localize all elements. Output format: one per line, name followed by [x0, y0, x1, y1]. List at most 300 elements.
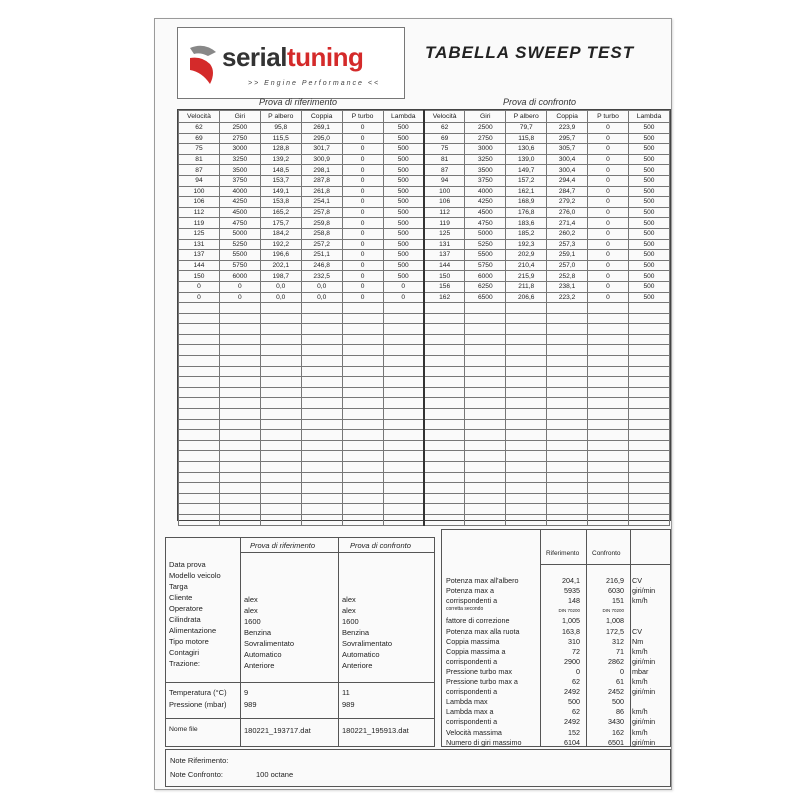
table-cell	[179, 387, 220, 398]
table-row	[179, 440, 670, 451]
table-cell: 252,8	[547, 271, 588, 282]
result-label: Potenza max a	[446, 586, 494, 596]
table-cell: 4500	[465, 207, 506, 218]
ref-nome-file: 180221_193717.dat	[244, 726, 311, 735]
table-cell: 62	[424, 123, 465, 134]
table-cell: 0	[342, 133, 383, 144]
results-col-cmp-header: Confronto	[592, 550, 621, 557]
table-cell	[588, 324, 629, 335]
table-cell	[465, 303, 506, 314]
table-cell	[260, 419, 301, 430]
table-cell: 6500	[465, 292, 506, 303]
table-cell: 139,2	[260, 154, 301, 165]
table-row	[179, 123, 670, 134]
table-cell: 261,8	[301, 186, 342, 197]
table-cell: 0	[588, 260, 629, 271]
table-cell: 94	[179, 175, 220, 186]
table-cell: 0	[383, 292, 424, 303]
table-cell	[588, 387, 629, 398]
table-cell	[628, 345, 669, 356]
table-cell	[301, 313, 342, 324]
table-cell	[506, 493, 547, 504]
table-cell	[219, 387, 260, 398]
table-cell	[547, 440, 588, 451]
result-label: corrispondenti a	[446, 596, 498, 606]
table-cell	[260, 472, 301, 483]
table-cell: 0	[588, 123, 629, 134]
table-row	[179, 398, 670, 409]
table-cell: 69	[179, 133, 220, 144]
table-cell: 149,7	[506, 165, 547, 176]
table-row	[179, 514, 670, 525]
table-cell: 0	[342, 197, 383, 208]
table-cell	[628, 504, 669, 515]
table-cell: 500	[383, 144, 424, 155]
result-unit: km/h	[632, 677, 648, 686]
table-cell: 106	[179, 197, 220, 208]
table-cell: 4250	[219, 197, 260, 208]
table-cell	[219, 334, 260, 345]
table-cell: 115,8	[506, 133, 547, 144]
table-cell	[219, 398, 260, 409]
table-cell	[465, 334, 506, 345]
table-cell: 287,8	[301, 175, 342, 186]
table-cell: 196,6	[260, 250, 301, 261]
label-temperatura: Temperatura (°C)	[169, 688, 227, 697]
result-ref-value: 62	[572, 677, 580, 686]
table-cell: 150	[424, 271, 465, 282]
result-cmp-value: DIN 70200	[602, 608, 624, 614]
table-cell	[588, 303, 629, 314]
table-cell	[342, 419, 383, 430]
ref-pressione: 989	[244, 700, 257, 709]
cmp-temperatura: 11	[342, 688, 350, 697]
result-unit: km/h	[632, 646, 648, 656]
table-cell: 183,6	[506, 218, 547, 229]
table-cell	[301, 324, 342, 335]
table-cell	[219, 345, 260, 356]
result-label: Pressione turbo max	[446, 666, 512, 676]
table-row	[179, 260, 670, 271]
table-row	[179, 292, 670, 303]
table-cell: 305,7	[547, 144, 588, 155]
table-cell: 0,0	[301, 281, 342, 292]
result-cmp-value: 3430	[608, 717, 624, 727]
table-cell: 4000	[465, 186, 506, 197]
table-cell	[588, 356, 629, 367]
table-cell: 0	[342, 175, 383, 186]
table-cell	[424, 324, 465, 335]
result-unit: giri/min	[632, 656, 656, 666]
result-label: Lambda max	[446, 697, 488, 707]
table-cell	[260, 324, 301, 335]
table-cell	[301, 504, 342, 515]
table-cell	[506, 324, 547, 335]
table-cell	[383, 398, 424, 409]
table-cell	[260, 398, 301, 409]
table-cell	[465, 356, 506, 367]
cmp-alimentazione: Benzina	[342, 628, 370, 637]
result-unit: giri/min	[632, 687, 656, 697]
table-cell	[219, 303, 260, 314]
result-cmp-value: 1,008	[606, 616, 624, 626]
table-cell: 112	[424, 207, 465, 218]
table-cell	[219, 324, 260, 335]
table-cell	[465, 451, 506, 462]
table-cell	[424, 419, 465, 430]
result-unit: giri/min	[632, 717, 656, 727]
table-cell	[465, 430, 506, 441]
table-cell: 295,0	[301, 133, 342, 144]
table-cell	[179, 493, 220, 504]
table-row	[179, 366, 670, 377]
result-cmp-value: 151	[612, 596, 624, 606]
result-ref-value: DIN 70200	[558, 608, 580, 614]
table-cell: 148,5	[260, 165, 301, 176]
table-cell: 500	[628, 218, 669, 229]
table-cell: 130,6	[506, 144, 547, 155]
table-cell: 5250	[219, 239, 260, 250]
table-cell	[588, 451, 629, 462]
table-cell	[219, 483, 260, 494]
table-cell	[465, 504, 506, 515]
table-cell	[628, 324, 669, 335]
cmp-cilindrata: 1600	[342, 617, 359, 626]
table-cell	[506, 504, 547, 515]
table-cell: 500	[628, 292, 669, 303]
result-ref-value: 72	[572, 646, 580, 656]
table-cell	[383, 313, 424, 324]
table-cell: 81	[179, 154, 220, 165]
table-cell: 150	[179, 271, 220, 282]
result-ref-value: 204,1	[562, 576, 580, 585]
table-cell: 81	[424, 154, 465, 165]
label-alimentazione: Alimentazione	[169, 626, 217, 635]
result-label: corrispondenti a	[446, 687, 498, 697]
table-cell	[588, 514, 629, 525]
table-cell	[179, 345, 220, 356]
table-cell: 3250	[465, 154, 506, 165]
table-cell	[179, 430, 220, 441]
table-cell	[588, 313, 629, 324]
table-cell: 6000	[465, 271, 506, 282]
table-cell: 0	[342, 228, 383, 239]
table-cell	[424, 440, 465, 451]
table-cell	[547, 356, 588, 367]
table-cell	[301, 366, 342, 377]
logo-text-accent: tuning	[286, 42, 364, 72]
table-cell	[628, 472, 669, 483]
table-cell	[383, 472, 424, 483]
table-row	[179, 186, 670, 197]
result-cmp-value: 216,9	[606, 576, 624, 585]
table-cell	[179, 334, 220, 345]
table-cell: 298,1	[301, 165, 342, 176]
table-cell: 5000	[219, 228, 260, 239]
table-cell	[547, 430, 588, 441]
table-cell	[179, 462, 220, 473]
table-cell: 0	[588, 292, 629, 303]
table-cell	[547, 483, 588, 494]
table-cell	[628, 409, 669, 420]
table-cell	[465, 409, 506, 420]
result-label: Potenza max alla ruota	[446, 626, 520, 636]
table-cell	[301, 419, 342, 430]
table-cell	[628, 398, 669, 409]
table-cell	[301, 387, 342, 398]
table-cell	[219, 451, 260, 462]
table-cell: 0	[588, 133, 629, 144]
table-cell	[179, 313, 220, 324]
result-unit: Nm	[632, 636, 644, 646]
table-cell	[547, 493, 588, 504]
table-row	[179, 483, 670, 494]
table-cell: 238,1	[547, 281, 588, 292]
table-cell: 3750	[465, 175, 506, 186]
table-cell: 106	[424, 197, 465, 208]
table-cell	[342, 504, 383, 515]
table-cell	[260, 409, 301, 420]
table-cell: 500	[628, 123, 669, 134]
table-cell	[588, 493, 629, 504]
table-cell: 3250	[219, 154, 260, 165]
cmp-trazione: Anteriore	[342, 661, 373, 670]
table-cell: 0	[342, 186, 383, 197]
table-cell: 165,2	[260, 207, 301, 218]
table-cell: 500	[628, 260, 669, 271]
table-cell: 269,1	[301, 123, 342, 134]
table-cell	[424, 462, 465, 473]
table-cell: 115,5	[260, 133, 301, 144]
result-label: Lambda max a	[446, 707, 494, 717]
table-cell	[506, 440, 547, 451]
ref-cliente: alex	[244, 595, 258, 604]
table-cell: 246,8	[301, 260, 342, 271]
table-cell	[547, 334, 588, 345]
table-cell	[383, 387, 424, 398]
table-cell	[179, 377, 220, 388]
table-cell: 500	[628, 133, 669, 144]
table-cell	[179, 419, 220, 430]
sweep-col-header: Giri	[465, 111, 506, 123]
table-cell: 4500	[219, 207, 260, 218]
table-cell	[506, 387, 547, 398]
table-cell	[547, 462, 588, 473]
table-cell: 4750	[465, 218, 506, 229]
table-cell	[506, 366, 547, 377]
table-cell: 119	[179, 218, 220, 229]
table-cell	[588, 462, 629, 473]
table-cell: 0	[179, 281, 220, 292]
table-cell	[219, 366, 260, 377]
table-cell	[547, 398, 588, 409]
table-cell	[383, 504, 424, 515]
result-cmp-value: 2862	[608, 656, 624, 666]
table-cell	[547, 377, 588, 388]
result-ref-value: 6104	[564, 737, 580, 747]
table-row	[179, 493, 670, 504]
brand-logo	[177, 27, 405, 99]
cmp-tipo-motore: Sovralimentato	[342, 639, 393, 648]
table-cell	[506, 377, 547, 388]
table-row	[179, 462, 670, 473]
table-cell: 5250	[465, 239, 506, 250]
table-row	[179, 345, 670, 356]
table-cell: 137	[179, 250, 220, 261]
table-cell	[628, 462, 669, 473]
table-cell	[301, 334, 342, 345]
table-cell: 4000	[219, 186, 260, 197]
test-info-box	[165, 537, 435, 747]
label-nome-file: Nome file	[169, 726, 198, 733]
table-cell	[424, 303, 465, 314]
table-row	[179, 504, 670, 515]
table-cell	[301, 514, 342, 525]
label-cliente: Cliente	[169, 593, 193, 602]
table-row	[179, 451, 670, 462]
result-unit: giri/min	[632, 586, 656, 596]
table-cell: 0	[342, 281, 383, 292]
table-cell: 0	[588, 197, 629, 208]
table-cell: 100	[424, 186, 465, 197]
table-cell: 0	[588, 281, 629, 292]
table-cell	[383, 451, 424, 462]
table-cell: 2750	[465, 133, 506, 144]
table-cell	[342, 483, 383, 494]
result-ref-value: 152	[568, 727, 580, 737]
table-cell	[383, 334, 424, 345]
result-label: Coppia massima	[446, 636, 500, 646]
table-cell: 4250	[465, 197, 506, 208]
table-cell: 500	[628, 175, 669, 186]
table-row	[179, 250, 670, 261]
result-ref-value: 2492	[564, 717, 580, 727]
label-targa: Targa	[169, 582, 188, 591]
table-cell	[342, 324, 383, 335]
table-cell	[179, 366, 220, 377]
table-row	[179, 154, 670, 165]
table-cell: 0	[588, 218, 629, 229]
table-cell	[506, 313, 547, 324]
table-cell: 79,7	[506, 123, 547, 134]
table-cell: 125	[179, 228, 220, 239]
label-cilindrata: Cilindrata	[169, 615, 201, 624]
logo-mark-icon	[188, 42, 218, 86]
table-cell: 500	[628, 144, 669, 155]
table-cell	[179, 483, 220, 494]
table-cell: 500	[628, 165, 669, 176]
result-unit: giri/min	[632, 737, 656, 747]
table-cell: 95,8	[260, 123, 301, 134]
table-cell: 0	[588, 175, 629, 186]
sweep-col-header: Giri	[219, 111, 260, 123]
table-cell: 3750	[219, 175, 260, 186]
table-cell	[547, 451, 588, 462]
label-trazione: Trazione:	[169, 659, 200, 668]
table-cell	[219, 377, 260, 388]
table-cell	[424, 451, 465, 462]
ref-alimentazione: Benzina	[244, 628, 272, 637]
sweep-col-header: Lambda	[628, 111, 669, 123]
ref-contagiri: Automatico	[244, 650, 282, 659]
result-unit: CV	[632, 576, 642, 585]
result-cmp-value: 312	[612, 636, 624, 646]
label-pressione: Pressione (mbar)	[169, 700, 227, 709]
table-cell	[383, 493, 424, 504]
table-cell	[588, 430, 629, 441]
table-cell: 5500	[465, 250, 506, 261]
table-cell	[547, 313, 588, 324]
notes-cmp-value: 100 octane	[256, 770, 294, 779]
result-cmp-value: 6501	[608, 737, 624, 747]
table-cell: 500	[383, 175, 424, 186]
table-cell	[628, 451, 669, 462]
table-cell	[383, 419, 424, 430]
table-cell	[260, 356, 301, 367]
table-cell: 500	[383, 250, 424, 261]
table-cell	[260, 504, 301, 515]
table-cell	[424, 483, 465, 494]
table-cell	[260, 462, 301, 473]
table-cell	[588, 334, 629, 345]
table-cell: 279,2	[547, 197, 588, 208]
table-cell: 153,7	[260, 175, 301, 186]
table-cell	[219, 462, 260, 473]
table-cell	[424, 504, 465, 515]
table-cell: 260,2	[547, 228, 588, 239]
table-cell: 271,4	[547, 218, 588, 229]
table-cell: 215,9	[506, 271, 547, 282]
result-ref-value: 2900	[564, 656, 580, 666]
table-cell	[260, 345, 301, 356]
result-cmp-value: 500	[612, 697, 624, 707]
table-cell: 500	[383, 228, 424, 239]
table-cell	[424, 398, 465, 409]
table-cell	[465, 419, 506, 430]
table-row	[179, 207, 670, 218]
table-cell: 0	[588, 154, 629, 165]
notes-box	[165, 749, 671, 787]
table-cell	[301, 430, 342, 441]
table-row	[179, 409, 670, 420]
table-cell	[342, 366, 383, 377]
table-cell	[219, 430, 260, 441]
table-cell	[424, 430, 465, 441]
table-cell	[260, 451, 301, 462]
table-cell	[301, 409, 342, 420]
table-row	[179, 239, 670, 250]
table-cell	[342, 334, 383, 345]
table-cell: 251,1	[301, 250, 342, 261]
table-cell	[506, 409, 547, 420]
table-cell: 112	[179, 207, 220, 218]
table-cell	[342, 462, 383, 473]
table-cell	[628, 483, 669, 494]
table-cell	[179, 324, 220, 335]
table-cell: 184,2	[260, 228, 301, 239]
table-cell: 75	[424, 144, 465, 155]
table-row	[179, 313, 670, 324]
cmp-contagiri: Automatico	[342, 650, 380, 659]
table-cell	[383, 324, 424, 335]
table-cell	[301, 345, 342, 356]
table-cell: 500	[383, 207, 424, 218]
label-modello: Modello veicolo	[169, 571, 221, 580]
table-cell: 257,2	[301, 239, 342, 250]
table-cell: 0	[342, 260, 383, 271]
table-cell: 5500	[219, 250, 260, 261]
table-cell	[383, 303, 424, 314]
